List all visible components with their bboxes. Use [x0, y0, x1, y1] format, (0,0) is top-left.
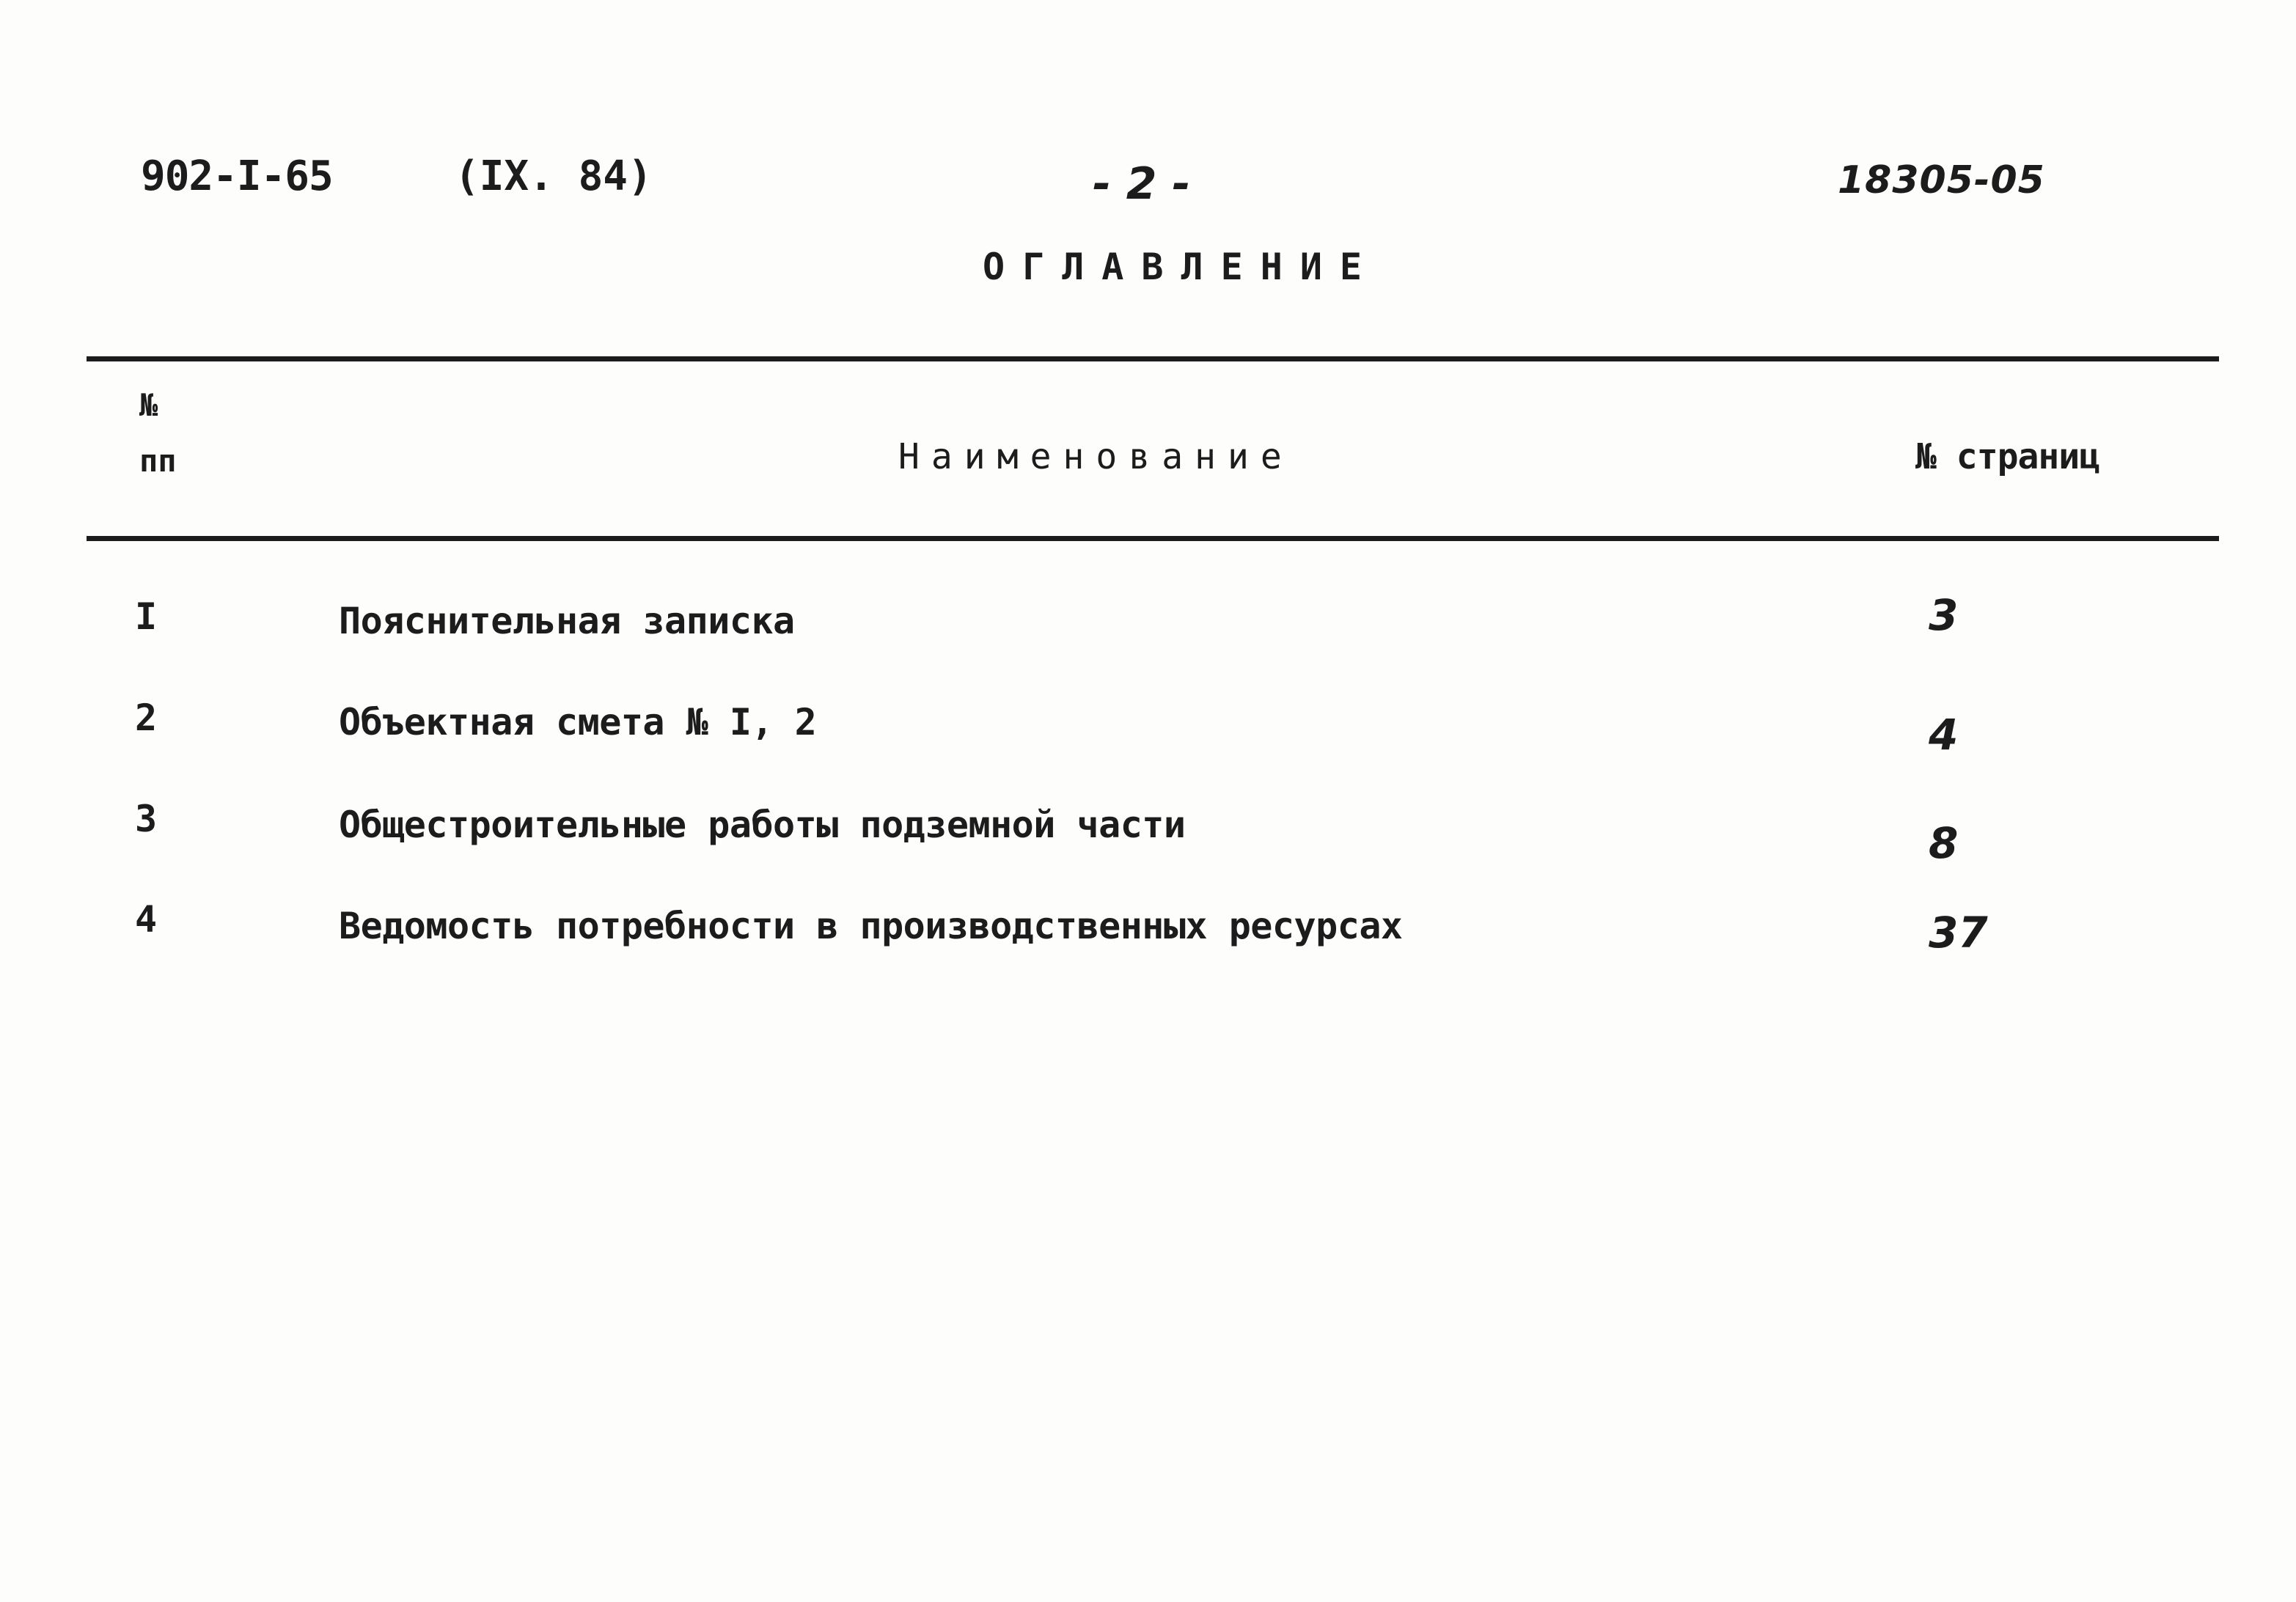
row-number: 3 — [135, 798, 158, 840]
document-code: 902-I-65 — [141, 153, 333, 200]
row-title: Ведомость потребности в производственных ресурсах — [339, 905, 1403, 947]
row-title: Объектная смета № I, 2 — [339, 701, 817, 743]
column-header-number: № пп — [139, 387, 177, 479]
row-title: Пояснительная записка — [339, 600, 795, 642]
document-date: (IX. 84) — [455, 153, 653, 200]
row-number: 2 — [135, 697, 158, 739]
table-top-rule — [87, 356, 2219, 361]
page-number: - 2 - — [1093, 158, 1191, 210]
page-title: ОГЛАВЛЕНИЕ — [983, 246, 1380, 288]
row-number: I — [135, 595, 158, 638]
row-page-number: 8 — [1929, 818, 1959, 868]
column-header-pages: № страниц — [1915, 436, 2100, 477]
row-page-number: 37 — [1929, 908, 1988, 958]
row-number: 4 — [135, 898, 158, 941]
row-title: Общестроительные работы подземной части — [339, 804, 1186, 846]
column-header-name: Наименование — [898, 436, 1294, 477]
table-header-rule — [87, 536, 2219, 541]
row-page-number: 4 — [1929, 710, 1959, 760]
row-page-number: 3 — [1929, 590, 1959, 640]
document-number: 18305-05 — [1838, 158, 2045, 202]
